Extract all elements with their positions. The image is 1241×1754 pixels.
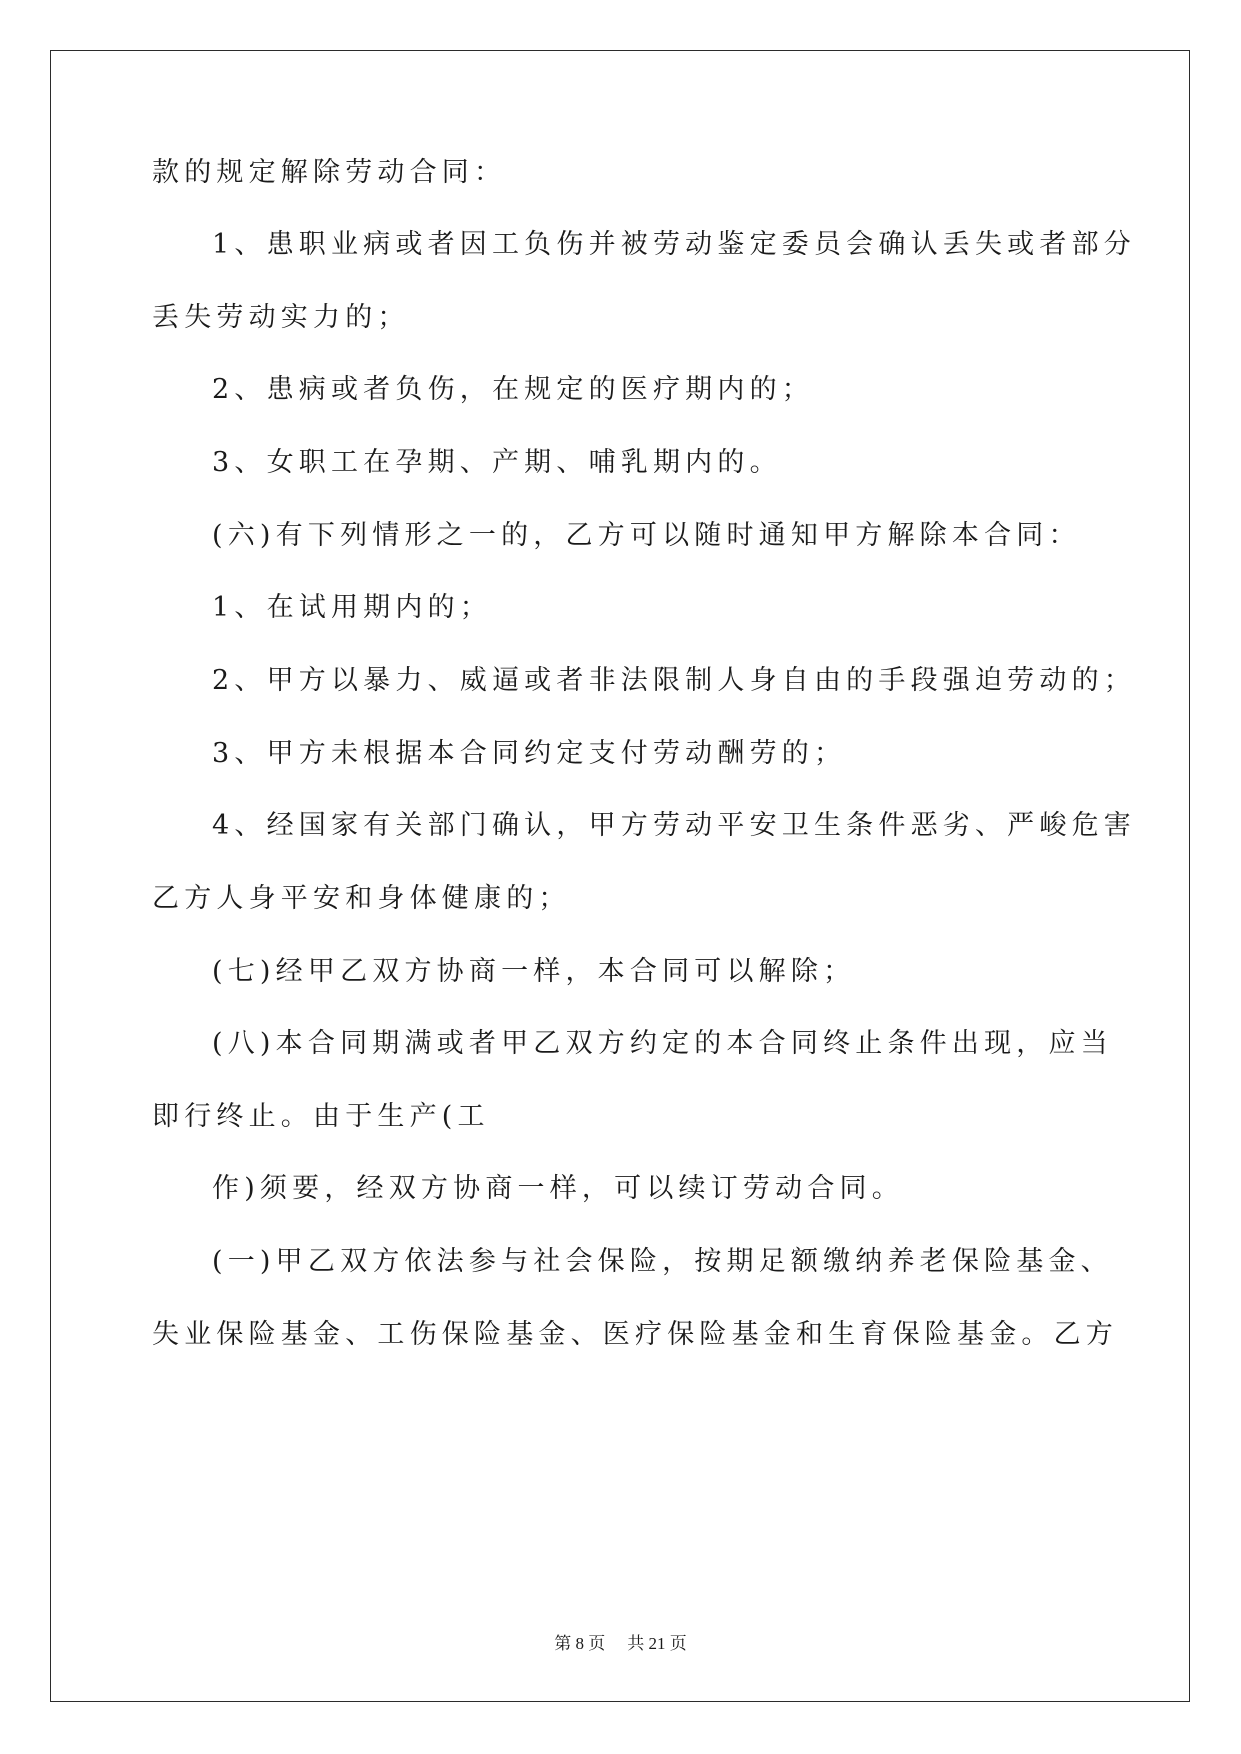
text-line: 丢失劳动实力的； (152, 302, 410, 333)
text-line: (一)甲乙双方依法参与社会保险，按期足额缴纳养老保险基金、 (212, 1246, 1113, 1277)
text-line: (八)本合同期满或者甲乙双方约定的本合同终止条件出现，应当 (212, 1028, 1113, 1059)
page-footer (0, 1633, 1241, 1655)
page-total: 共 21 页 (627, 1634, 687, 1653)
text-line: 3、甲方未根据本合同约定支付劳动酬劳的； (212, 738, 847, 769)
text-line: 3、女职工在孕期、产期、哺乳期内的。 (212, 447, 782, 478)
page-number: 第 8 页 (554, 1634, 606, 1653)
text-line: 失业保险基金、工伤保险基金、医疗保险基金和生育保险基金。乙方 (152, 1319, 1118, 1350)
text-line: 作)须要，经双方协商一样，可以续订劳动合同。 (212, 1173, 904, 1204)
text-line: 1、患职业病或者因工负伤并被劳动鉴定委员会确认丢失或者部分 (212, 229, 1136, 260)
text-line: 1、在试用期内的； (212, 592, 492, 623)
text-line: 即行终止。由于生产(工 (152, 1101, 490, 1132)
text-line: (七)经甲乙双方协商一样，本合同可以解除； (212, 956, 856, 987)
text-line: (六)有下列情形之一的，乙方可以随时通知甲方解除本合同： (212, 520, 1081, 551)
text-line: 4、经国家有关部门确认，甲方劳动平安卫生条件恶劣、严峻危害 (212, 810, 1136, 841)
text-line: 款的规定解除劳动合同： (152, 157, 507, 188)
text-line: 2、患病或者负伤，在规定的医疗期内的； (212, 374, 814, 405)
text-line: 2、甲方以暴力、威逼或者非法限制人身自由的手段强迫劳动的； (212, 665, 1136, 696)
page-border (50, 50, 1190, 1702)
text-line: 乙方人身平安和身体健康的； (152, 883, 571, 914)
